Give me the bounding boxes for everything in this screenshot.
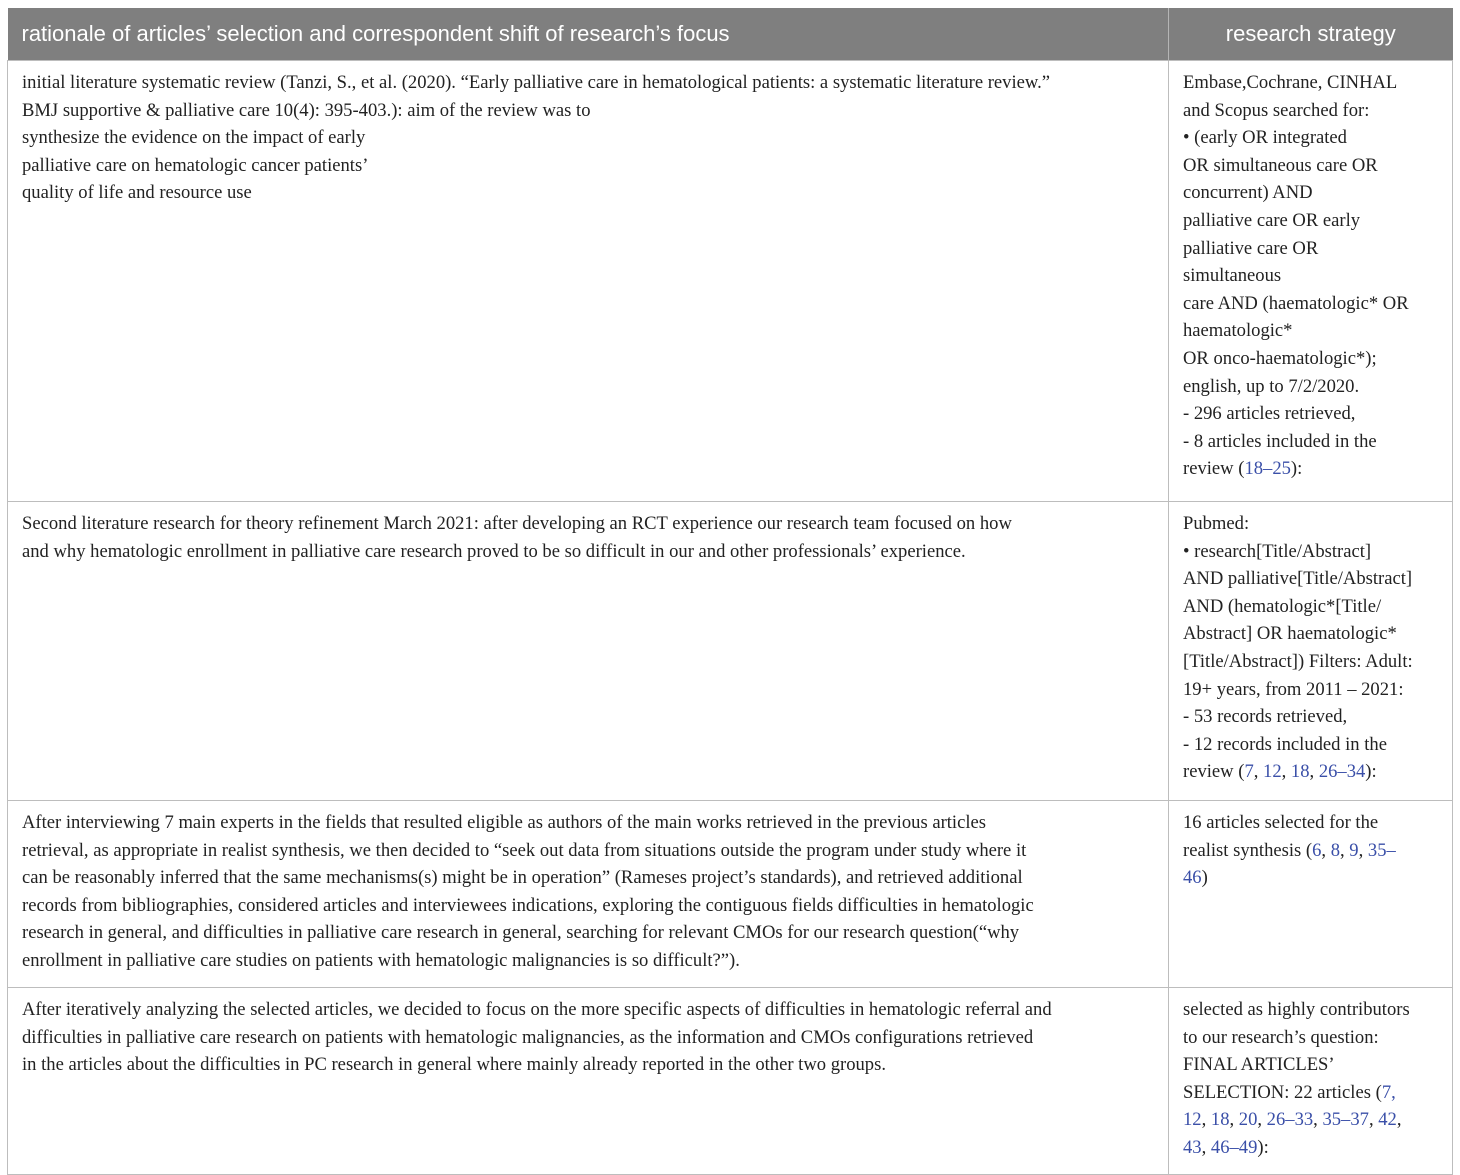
reference-link[interactable]: 12 [1263,761,1282,783]
text-line: BMJ supportive & palliative care 10(4): 395-403.): aim of the review was to [22,99,591,121]
text-line: english, up to 7/2/2020. [1183,375,1360,397]
text-line: 19+ years, from 2011 – 2021: [1183,678,1404,700]
reference-link[interactable]: 42 [1378,1109,1397,1131]
rationale-cell [8,61,1169,502]
reference-link[interactable]: 18 [1290,761,1310,783]
text-line: realist synthesis (6, 8, 9, 35– [1183,839,1396,861]
table-row [8,502,1453,801]
text-line: initial literature systematic review (Tanzi, S., et al. (2020). “Early palliative care in hematological patients: a systematic literature review.” [22,72,1051,93]
reference-link[interactable]: 20 [1238,1109,1258,1131]
text-line: Second literature research for theory refinement March 2021: after developing an RCT experience our research team focused on how [22,513,1012,534]
strategy-cell [1169,801,1453,988]
text-line: synthesize the evidence on the impact of early [22,127,366,149]
reference-link[interactable]: 46 [1183,867,1202,889]
text-line: and Scopus searched for: [1183,99,1370,121]
ref-suffix: ): [1290,458,1303,480]
table-row [8,61,1453,502]
reference-link[interactable]: 18 [1210,1109,1230,1131]
table-row [8,801,1453,988]
reference-link[interactable]: 18–25 [1244,458,1291,480]
text-line: • research[Title/Abstract] [1183,540,1372,562]
text-line [1183,1079,1442,1107]
reference-link[interactable]: 43 [1183,1136,1202,1158]
header-strategy: research strategy [1169,8,1453,61]
text-line: After interviewing 7 main experts in the fields that resulted eligible as authors of the main works retrieved in the previous articles [22,812,987,833]
ref-suffix: ): [1257,1136,1269,1158]
text-line: simultaneous [1183,265,1282,287]
reference-link[interactable]: 26–33 [1266,1109,1314,1131]
reference-link[interactable]: 7, [1381,1081,1396,1103]
text-line: FINAL ARTICLES’ [1183,1054,1335,1076]
strategy-cell [1169,988,1453,1175]
reference-link[interactable]: 26–34 [1318,761,1366,783]
text-line: records from bibliographies, considered articles and interviewees indications, exploring the contiguous fields difficulties in hematologic [22,894,1034,916]
text-line: 43, 46–49): [1183,1136,1269,1158]
reference-link[interactable]: 12 [1183,1109,1202,1131]
text-line: Pubmed: [1183,513,1250,534]
ref-suffix: , [1396,1109,1402,1131]
text-line: - 8 articles included in the [1183,430,1377,452]
text-line: research in general, and difficulties in palliative care research in general, searching for relevant CMOs for our research question(“why [22,922,1020,944]
ref-prefix: review ( [1183,458,1245,480]
ref-suffix: ): [1365,761,1377,783]
text-line: After iteratively analyzing the selected articles, we decided to focus on the more specific aspects of difficulties in hematologic referral and [22,999,1052,1020]
reference-link[interactable]: 35–37 [1322,1109,1369,1131]
reference-link[interactable]: 8 [1330,839,1340,861]
ref-suffix: ) [1201,867,1208,889]
text-line: • (early OR integrated [1183,127,1347,149]
text-line: OR onco-haematologic*); [1183,347,1377,369]
text-line: - 12 records included in the [1183,733,1387,755]
text-line: - 53 records retrieved, [1183,706,1348,728]
rationale-cell [8,801,1169,988]
text-line [1183,864,1442,892]
text-line: palliative care on hematologic cancer patients’ [22,154,369,176]
text-line: to our research’s question: [1183,1026,1379,1048]
strategy-cell [1169,61,1453,502]
text-line: - 296 articles retrieved, [1183,403,1356,425]
header-rationale: rationale of articles’ selection and correspondent shift of research’s focus [8,8,1169,61]
text-line: Embase,Cochrane, CINHAL [1183,72,1398,93]
text-line: quality of life and resource use [22,182,252,204]
ref-prefix: review ( [1183,761,1245,783]
text-line: haematologic* [1183,320,1293,342]
ref-prefix: realist synthesis ( [1183,839,1313,861]
text-line: difficulties in palliative care research on patients with hematologic malignancies, as the information and CMOs configurations retrieved [22,1026,1034,1048]
text-line: Abstract] OR haematologic* [1183,623,1397,645]
reference-link[interactable]: 7 [1244,761,1254,783]
reference-link[interactable]: 35– [1367,839,1396,861]
text-line [1183,455,1442,483]
text-line: care AND (haematologic* OR [1183,292,1409,314]
text-line: can be reasonably inferred that the same mechanisms(s) might be in operation” (Rameses project’s standards), and retrieved additional [22,867,1023,889]
text-line: AND (hematologic*[Title/ [1183,595,1382,617]
text-line: in the articles about the difficulties in PC research in general where mainly already reported in the other two groups. [22,1054,886,1076]
strategy-cell [1169,502,1453,801]
review-table [7,8,1453,1175]
text-line: OR simultaneous care OR [1183,154,1378,176]
text-line: 12, 18, 20, 26–33, 35–37, 42, [1183,1109,1402,1131]
reference-link[interactable]: 9 [1349,839,1359,861]
table-row [8,988,1453,1175]
text-line: review (7, 12, 18, 26–34): [1183,761,1377,783]
text-line: concurrent) AND [1183,182,1313,204]
text-line: palliative care OR early [1183,209,1361,231]
reference-link[interactable]: 46–49 [1210,1136,1258,1158]
rationale-cell [8,502,1169,801]
header-row [8,8,1453,61]
text-line: retrieval, as appropriate in realist synthesis, we then decided to “seek out data from situations outside the program under study where it [22,839,1027,861]
text-line: 16 articles selected for the [1183,812,1379,833]
text-line: AND palliative[Title/Abstract] [1183,568,1413,590]
text-line: [Title/Abstract]) Filters: Adult: [1183,650,1413,672]
rationale-cell [8,988,1169,1175]
text-line: palliative care OR [1183,237,1319,259]
text-line: enrollment in palliative care studies on patients with hematologic malignancies is so difficult?”). [22,949,740,971]
ref-prefix: SELECTION: 22 articles ( [1183,1081,1382,1103]
text-line: and why hematologic enrollment in palliative care research proved to be so difficult in our and other professionals’ experience. [22,540,966,562]
text-line: selected as highly contributors [1183,999,1410,1020]
reference-link[interactable]: 6 [1312,839,1322,861]
